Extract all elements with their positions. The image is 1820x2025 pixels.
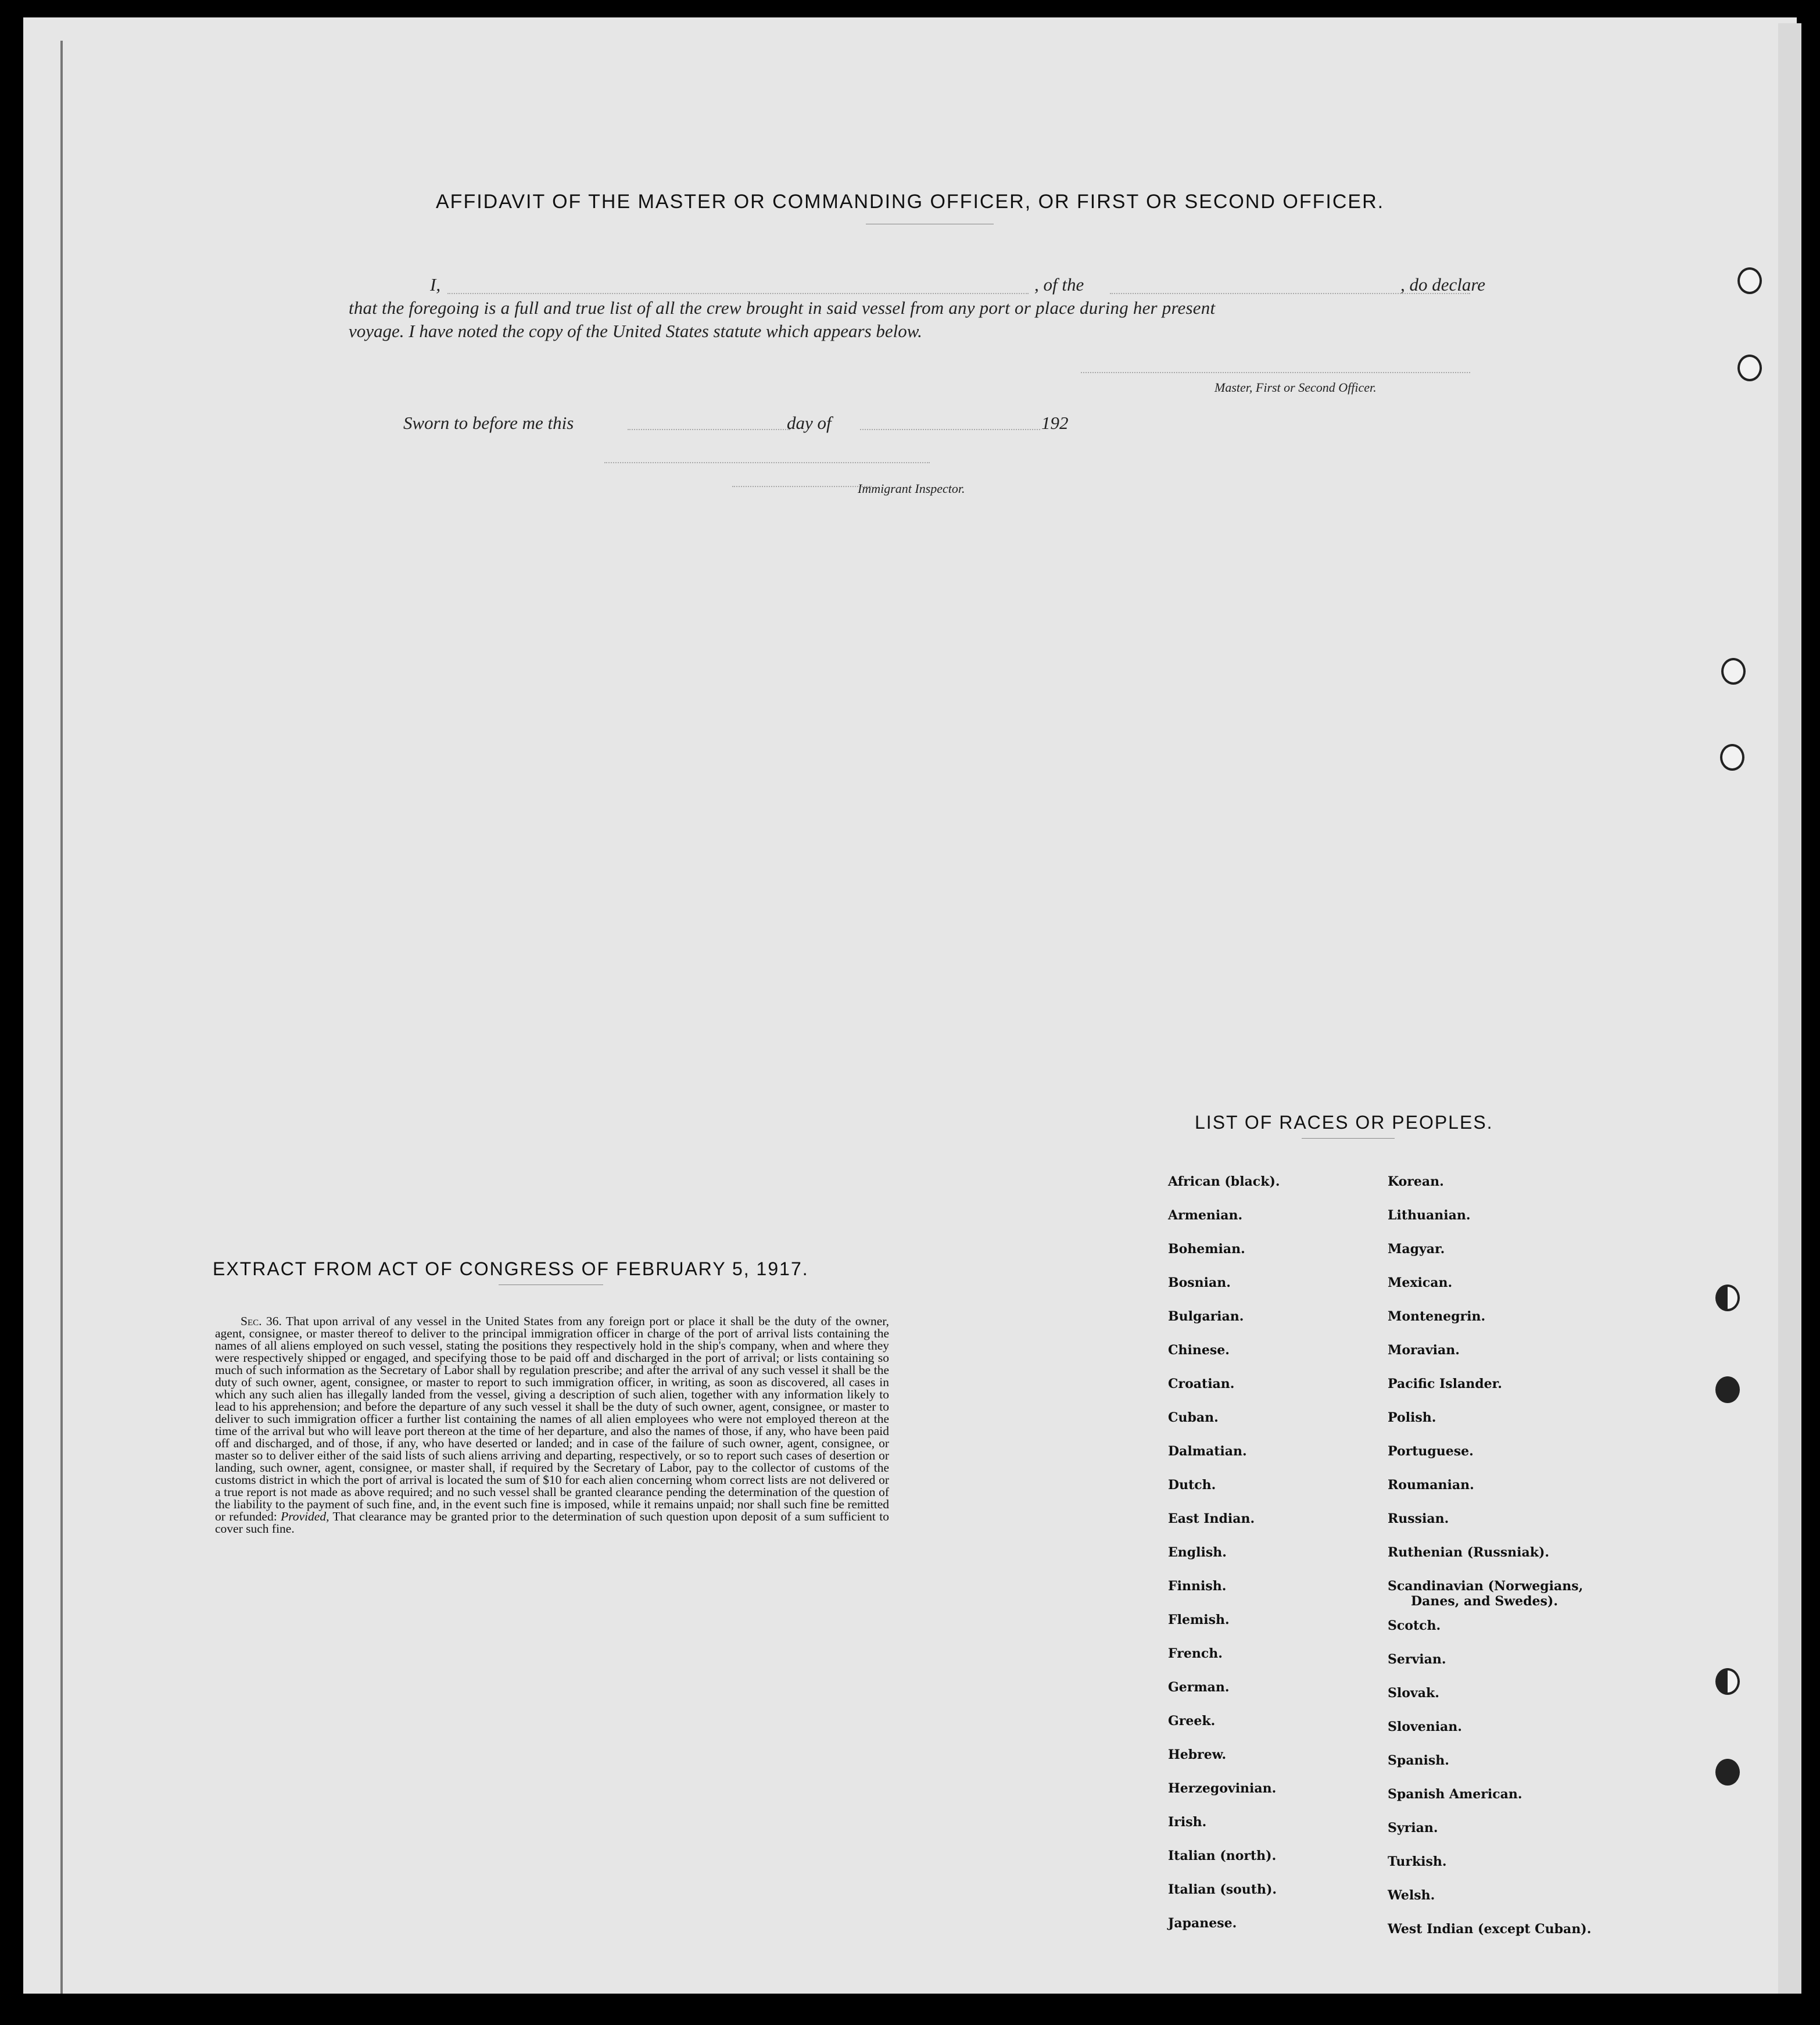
race-item: Servian. bbox=[1388, 1652, 1446, 1667]
binder-hole bbox=[1721, 658, 1746, 685]
sworn-day-field[interactable] bbox=[628, 429, 790, 430]
binder-hole bbox=[1715, 1759, 1740, 1786]
affidavit-text-2: that the foregoing is a full and true list of all the crew brought in said vessel from any port or place during her present bbox=[349, 298, 1216, 318]
page-edge bbox=[1778, 23, 1801, 1994]
affidavit-text-3: voyage. I have noted the copy of the United States statute which appears below. bbox=[349, 321, 922, 341]
race-item: Polish. bbox=[1388, 1410, 1436, 1425]
race-item: Herzegovinian. bbox=[1168, 1781, 1277, 1796]
sworn-year: 192 bbox=[1041, 413, 1069, 433]
races-heading: LIST OF RACES OR PEOPLES. bbox=[1195, 1112, 1493, 1133]
race-item: West Indian (except Cuban). bbox=[1388, 1922, 1592, 1937]
affidavit-body bbox=[349, 273, 1511, 343]
race-item: Armenian. bbox=[1168, 1208, 1243, 1223]
affidavit-do-declare: , do declare bbox=[1400, 274, 1486, 295]
race-item: Syrian. bbox=[1388, 1820, 1438, 1836]
race-item: Welsh. bbox=[1388, 1888, 1435, 1903]
sworn-label: Sworn to before me this bbox=[403, 413, 574, 433]
race-item: Turkish. bbox=[1388, 1854, 1447, 1869]
affidavit-i: I, bbox=[430, 274, 441, 295]
race-item: Slovenian. bbox=[1388, 1719, 1462, 1734]
race-item: Spanish American. bbox=[1388, 1787, 1522, 1802]
race-item: Flemish. bbox=[1168, 1612, 1230, 1627]
binder-hole bbox=[1737, 355, 1762, 381]
race-item: Scandinavian (Norwegians, Danes, and Swedes). bbox=[1388, 1579, 1583, 1609]
master-signature-label: Master, First or Second Officer. bbox=[1214, 380, 1377, 395]
inspector-signature-field[interactable] bbox=[604, 462, 930, 463]
race-item: Cuban. bbox=[1168, 1410, 1219, 1425]
races-heading-rule bbox=[1302, 1138, 1395, 1139]
race-item: East Indian. bbox=[1168, 1511, 1255, 1526]
race-item: Italian (north). bbox=[1168, 1848, 1277, 1863]
binder-hole bbox=[1715, 1668, 1740, 1695]
race-item: German. bbox=[1168, 1680, 1230, 1695]
race-item: Greek. bbox=[1168, 1713, 1216, 1729]
sworn-month-field[interactable] bbox=[860, 429, 1040, 430]
race-item: Magyar. bbox=[1388, 1242, 1445, 1257]
provided-word: Provided, bbox=[281, 1509, 329, 1523]
declarant-name-field[interactable] bbox=[447, 293, 1029, 294]
affidavit-line-1 bbox=[349, 273, 1511, 296]
race-item: Dutch. bbox=[1168, 1477, 1216, 1493]
extract-heading: EXTRACT FROM ACT OF CONGRESS OF FEBRUARY 5, 1917. bbox=[213, 1258, 809, 1279]
race-item: Chinese. bbox=[1168, 1343, 1230, 1358]
affidavit-line-2 bbox=[349, 296, 1511, 320]
race-item: Scotch. bbox=[1388, 1618, 1441, 1633]
race-item: Ruthenian (Russniak). bbox=[1388, 1545, 1550, 1560]
affidavit-of-the: , of the bbox=[1034, 274, 1084, 295]
race-item: Spanish. bbox=[1388, 1753, 1449, 1768]
race-item: Pacific Islander. bbox=[1388, 1376, 1502, 1391]
inspector-label: Immigrant Inspector. bbox=[858, 481, 965, 496]
race-item: Irish. bbox=[1168, 1815, 1207, 1830]
race-item: Bulgarian. bbox=[1168, 1309, 1244, 1324]
inspector-signature-field-2[interactable] bbox=[732, 486, 872, 487]
race-item: French. bbox=[1168, 1646, 1223, 1661]
race-item: Bosnian. bbox=[1168, 1275, 1231, 1290]
race-item: Slovak. bbox=[1388, 1686, 1439, 1701]
race-item: Dalmatian. bbox=[1168, 1444, 1247, 1459]
race-item-continuation: Danes, and Swedes). bbox=[1411, 1594, 1558, 1609]
race-item: Mexican. bbox=[1388, 1275, 1453, 1290]
race-item: Finnish. bbox=[1168, 1579, 1227, 1594]
race-item: Croatian. bbox=[1168, 1376, 1235, 1391]
race-item: Moravian. bbox=[1388, 1343, 1460, 1358]
race-item: Bohemian. bbox=[1168, 1242, 1245, 1257]
race-item: Lithuanian. bbox=[1388, 1208, 1471, 1223]
extract-body-2: That clearance may be granted prior to the determination of such question upon deposit of a sum sufficient to cover such fine. bbox=[215, 1509, 889, 1536]
race-item: English. bbox=[1168, 1545, 1227, 1560]
binder-hole bbox=[1737, 267, 1762, 294]
race-item: Portuguese. bbox=[1388, 1444, 1474, 1459]
race-item: African (black). bbox=[1168, 1174, 1280, 1189]
race-item: Hebrew. bbox=[1168, 1747, 1227, 1762]
extract-text bbox=[215, 1315, 889, 1535]
race-item: Korean. bbox=[1388, 1174, 1444, 1189]
affidavit-heading: AFFIDAVIT OF THE MASTER OR COMMANDING OFFICER, OR FIRST OR SECOND OFFICER. bbox=[436, 191, 1385, 213]
section-label: Sec. 36. bbox=[241, 1314, 282, 1328]
race-item: Montenegrin. bbox=[1388, 1309, 1486, 1324]
binder-hole bbox=[1715, 1285, 1740, 1311]
race-item: Russian. bbox=[1388, 1511, 1449, 1526]
affidavit-line-3 bbox=[349, 320, 1511, 343]
master-signature-field[interactable] bbox=[1081, 372, 1470, 373]
extract-body-1: That upon arrival of any vessel in the United States from any foreign port or place it shall be the duty of the owner, agent, consignee, or master thereof to deliver to the principal immigration officer in charge of the port of arrival lists containing the names of all aliens employed on such vessel, stating the positions they respectively hold in the ship's company, when and where they were respectively shipped or engaged, and specifying those to be paid off and discharged in the port of arrival; or lists containing so much of such information as the Secretary of Labor shall by regulation prescribe; and after the arrival of any such vessel it shall be the duty of such owner, agent, consignee, or master to report to such immigration officer, in writing, as soon as discovered, all cases in which any such alien has illegally landed from the vessel, giving a description of such alien, together with any information likely to lead to his apprehension; and before the departure of any such vessel it shall be the duty of such owner, agent, consignee, or master to deliver to such immigration officer a further list containing the names of all alien employees who were not employed thereon at the time of the arrival but who will leave port thereon at the time of her departure, and also the names of those, if any, who have been paid off and discharged, and of those, if any, who have deserted or landed; and in case of the failure of such owner, agent, consignee, or master so to deliver either of the said lists of such aliens arriving and departing, respectively, or so to report such cases of desertion or landing, such owner, agent, consignee, or master shall, if required by the Secretary of Labor, pay to the collector of customs of the customs district in which the port of arrival is located the sum of $10 for each alien concerning whom correct lists are not delivered or a true report is not made as above required; and no such vessel shall be granted clearance pending the determination of the question of the liability to the payment of such fine, and, in the event such fine is imposed, while it remains unpaid; nor shall such fine be remitted or refunded: bbox=[215, 1314, 890, 1523]
document-page bbox=[23, 17, 1797, 1994]
binder-hole bbox=[1720, 744, 1744, 771]
race-item: Italian (south). bbox=[1168, 1882, 1277, 1897]
sworn-day-of: day of bbox=[787, 413, 832, 433]
race-item: Roumanian. bbox=[1388, 1477, 1474, 1493]
binder-hole bbox=[1715, 1376, 1740, 1403]
page-left-border bbox=[60, 41, 63, 1994]
race-item: Japanese. bbox=[1168, 1916, 1237, 1931]
